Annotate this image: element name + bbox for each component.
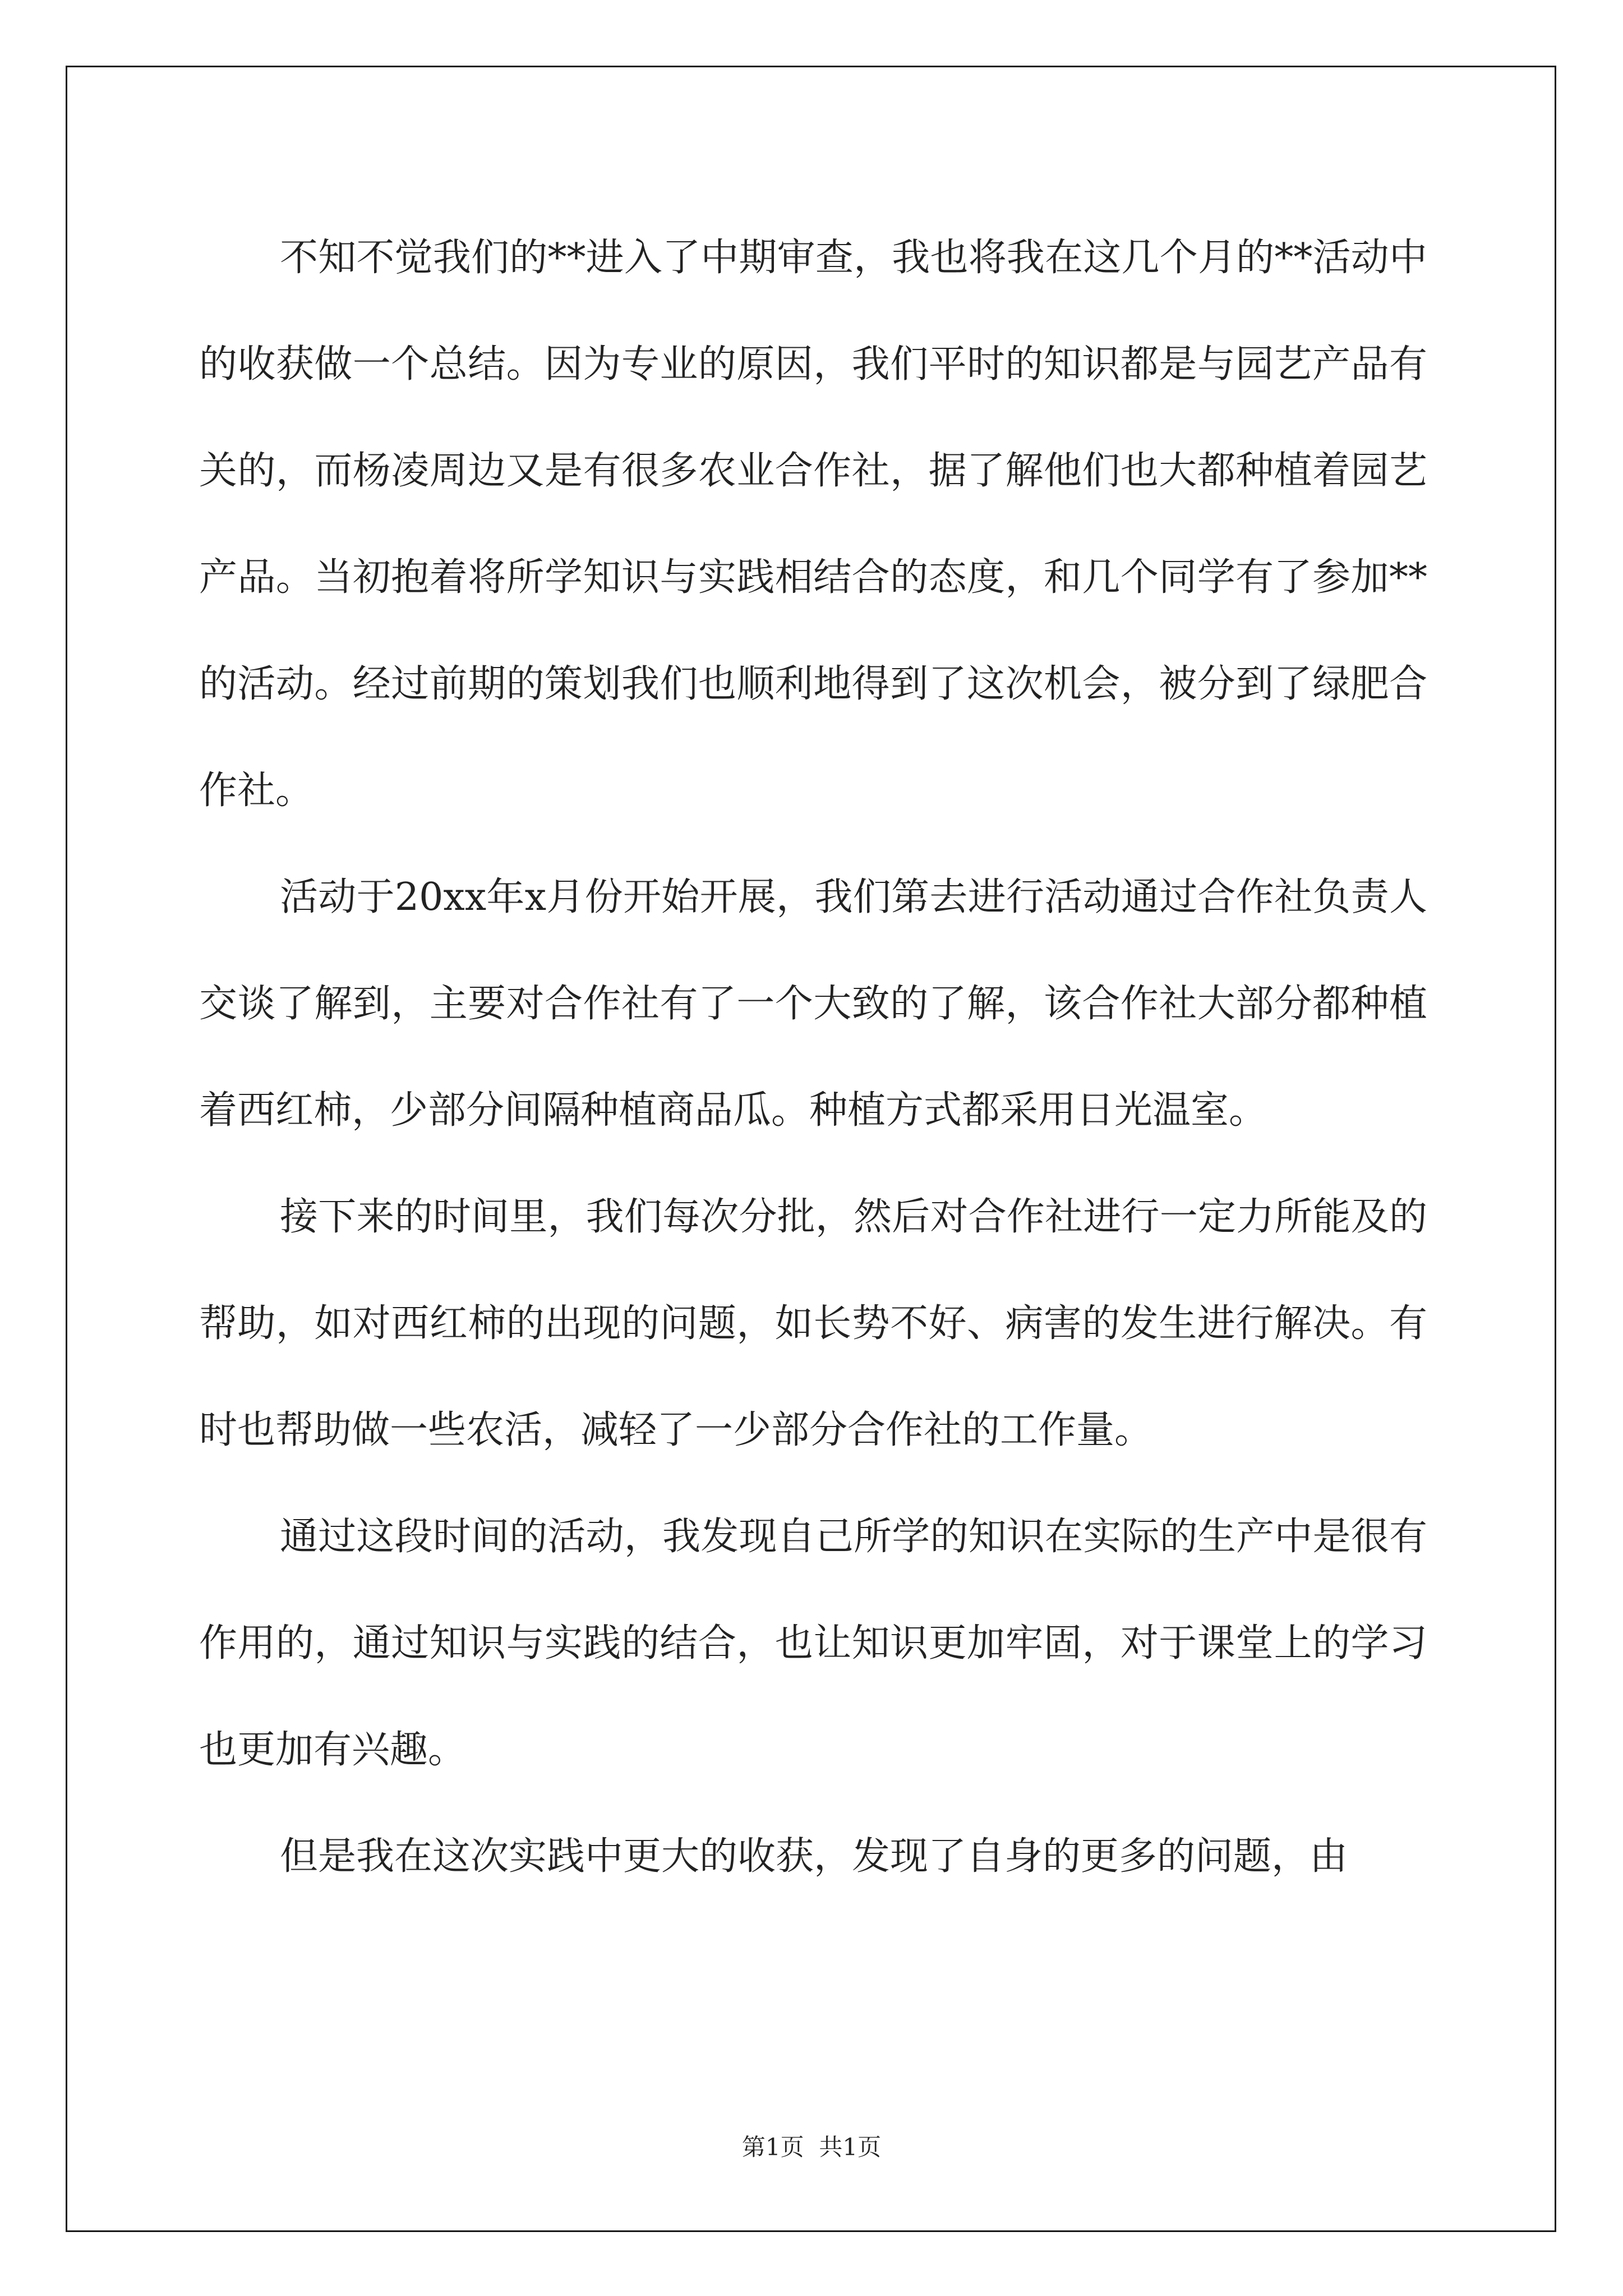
document-body xyxy=(199,205,1427,1910)
paragraph-5: 但是我在这次实践中更大的收获，发现了自身的更多的问题，由 xyxy=(280,1834,1348,1879)
paragraph-1: 不知不觉我们的**进入了中期审查，我也将我在这几个月的**活动中的收获做一个总结。因为专业的原因，我们平时的知识都是与园艺产品有关的，而杨凌周边又是有很多农业合作社，据了解他们也大都种植着园艺产品。当初抱着将所学知识与实践相结合的态度，和几个同学有了参加**的活动。经过前期的策划我们也顺利地得到了这次机会，被分到了绿肥合作社。 xyxy=(199,236,1427,813)
paragraph-2: 活动于20xx年x月份开始开展，我们第去进行活动通过合作社负责人交谈了解到，主要对合作社有了一个大致的了解，该合作社大部分都种植着西红柿，少部分间隔种植商品瓜。种植方式都采用日光温室。 xyxy=(199,875,1427,1133)
paragraph-4: 通过这段时间的活动，我发现自己所学的知识在实际的生产中是很有作用的，通过知识与实践的结合，也让知识更加牢固，对于课堂上的学习也更加有兴趣。 xyxy=(199,1515,1427,1772)
page-footer: 第1页 共1页 xyxy=(741,2133,882,2161)
paragraph-3: 接下来的时间里，我们每次分批，然后对合作社进行一定力所能及的帮助，如对西红柿的出现的问题，如长势不好、病害的发生进行解决。有时也帮助做一些农活，减轻了一少部分合作社的工作量。 xyxy=(199,1195,1427,1452)
